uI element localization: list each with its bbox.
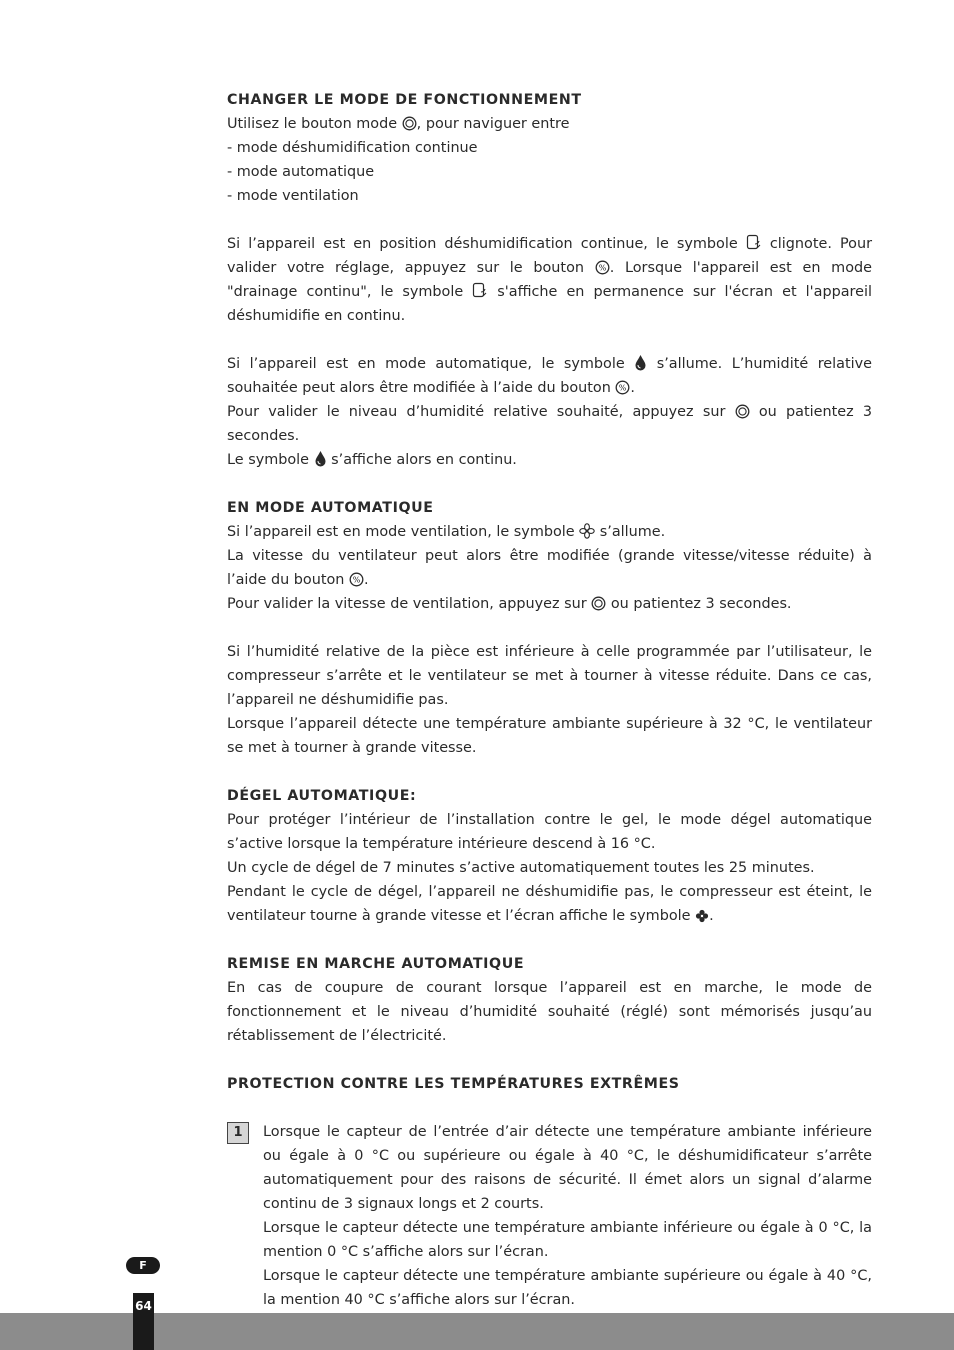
text: s'affiche en permanence sur l'écran et l'appareil déshumidifie en continu. bbox=[227, 284, 872, 324]
humidity-button-icon bbox=[615, 380, 630, 395]
item-number: 1 bbox=[227, 1122, 249, 1144]
protection-paragraph-2: Lorsque le capteur détecte une température ambiante inférieure ou égale à 0 °C, la mention 0 °C s’affiche alors sur l’écran. bbox=[263, 1220, 872, 1260]
svg-text:%: % bbox=[619, 383, 627, 393]
text: . bbox=[630, 380, 635, 396]
humidity-button-icon bbox=[349, 572, 364, 587]
protection-paragraph-3: Lorsque le capteur détecte une température ambiante supérieure ou égale à 40 °C, la mention 40 °C s’affiche alors sur l’écran. bbox=[263, 1268, 872, 1308]
text: , pour naviguer entre bbox=[416, 116, 570, 132]
mode-icon bbox=[591, 596, 606, 611]
text: Pour valider le niveau d’humidité relative souhaité, appuyez sur bbox=[227, 404, 735, 420]
humidity-button-icon bbox=[595, 260, 610, 275]
text: ou patientez 3 secondes. bbox=[227, 404, 873, 444]
text: Si l’appareil est en position déshumidification continue, le symbole bbox=[227, 236, 746, 252]
heading-mode: CHANGER LE MODE DE FONCTIONNEMENT bbox=[227, 92, 582, 108]
page-content bbox=[227, 88, 872, 1312]
continuous-drain-icon bbox=[746, 234, 762, 251]
text: Pour valider la vitesse de ventilation, appuyez sur bbox=[227, 596, 592, 612]
page-number: 64 bbox=[133, 1293, 154, 1350]
mode-paragraph-4 bbox=[227, 448, 872, 472]
heading-defrost: DÉGEL AUTOMATIQUE: bbox=[227, 788, 417, 804]
text: s’allume. L’humidité relative souhaitée peut alors être modifiée à l’aide du bouton bbox=[227, 356, 872, 396]
heading-protection: PROTECTION CONTRE LES TEMPÉRATURES EXTRÊMES bbox=[227, 1076, 680, 1092]
mode-icon bbox=[735, 404, 750, 419]
drop-icon bbox=[314, 450, 327, 467]
restart-paragraph-1: En cas de coupure de courant lorsque l’appareil est en marche, le mode de fonctionnement et le niveau d’humidité souhaité (réglé) sont mémorisés jusqu’au rétablissement de l’électricité. bbox=[227, 980, 872, 1044]
list-item: - mode déshumidification continue bbox=[227, 140, 478, 156]
mode-paragraph-3 bbox=[227, 400, 872, 448]
numbered-item bbox=[227, 1120, 872, 1312]
text: La vitesse du ventilateur peut alors être modifiée (grande vitesse/vitesse réduite) à l’aide du bouton bbox=[227, 548, 872, 588]
defrost-paragraph-3 bbox=[227, 880, 872, 928]
text: . Lorsque l'appareil est en mode "drainage continu", le symbole bbox=[227, 260, 872, 300]
drop-icon bbox=[634, 354, 647, 371]
auto-paragraph-1 bbox=[227, 520, 872, 544]
defrost-paragraph-2: Un cycle de dégel de 7 minutes s’active automatiquement toutes les 25 minutes. bbox=[227, 860, 815, 876]
mode-paragraph-2 bbox=[227, 352, 872, 400]
mode-paragraph-1 bbox=[227, 232, 872, 328]
auto-paragraph-4: Si l’humidité relative de la pièce est inférieure à celle programmée par l’utilisateur, le compresseur s’arrête et le ventilateur se met à tourner à vitesse réduite. Dans ce cas, l’appareil ne déshumidifie pas. bbox=[227, 644, 872, 708]
text: s’allume. bbox=[595, 524, 666, 540]
text: . bbox=[363, 572, 369, 588]
fan-icon bbox=[579, 523, 595, 539]
language-badge: F bbox=[126, 1257, 160, 1274]
protection-paragraph-1: Lorsque le capteur de l’entrée d’air détecte une température ambiante inférieure ou égale à 0 °C ou supérieure ou égale à 40 °C, le déshumidificateur s’arrête automatiquement pour des raisons de sécurité. Il émet alors un signal d’alarme continu de 3 signaux longs et 2 courts. bbox=[263, 1124, 872, 1212]
auto-paragraph-5: Lorsque l’appareil détecte une température ambiante supérieure à 32 °C, le ventilateur se met à tourner à grande vitesse. bbox=[227, 716, 872, 756]
heading-restart: REMISE EN MARCHE AUTOMATIQUE bbox=[227, 956, 525, 972]
auto-paragraph-2 bbox=[227, 544, 872, 592]
defrost-paragraph-1: Pour protéger l’intérieur de l’installation contre le gel, le mode dégel automatique s’active lorsque la température intérieure descend à 16 °C. bbox=[227, 812, 872, 852]
list-item: - mode ventilation bbox=[227, 188, 359, 204]
text: ou patientez 3 secondes. bbox=[606, 596, 792, 612]
mode-icon bbox=[402, 116, 417, 131]
text: Si l’appareil est en mode automatique, le symbole bbox=[227, 356, 635, 372]
text: clignote. Pour valider votre réglage, appuyez sur le bouton bbox=[227, 236, 872, 276]
text: Le symbole bbox=[227, 452, 314, 468]
text: Utilisez le bouton mode bbox=[227, 116, 402, 132]
svg-text:%: % bbox=[352, 575, 361, 585]
list-item: - mode automatique bbox=[227, 164, 375, 180]
text: Si l’appareil est en mode ventilation, le symbole bbox=[227, 524, 580, 540]
text: . bbox=[709, 908, 714, 924]
defrost-icon bbox=[695, 909, 709, 923]
auto-paragraph-3 bbox=[227, 592, 872, 616]
text: Pendant le cycle de dégel, l’appareil ne déshumidifie pas, le compresseur est éteint, le ventilateur tourne à grande vitesse et l’écran affiche le symbole bbox=[227, 884, 872, 924]
svg-text:%: % bbox=[598, 263, 607, 273]
heading-auto: EN MODE AUTOMATIQUE bbox=[227, 500, 434, 516]
text: s’affiche alors en continu. bbox=[326, 452, 517, 468]
continuous-drain-icon bbox=[472, 282, 488, 299]
mode-intro bbox=[227, 112, 872, 136]
